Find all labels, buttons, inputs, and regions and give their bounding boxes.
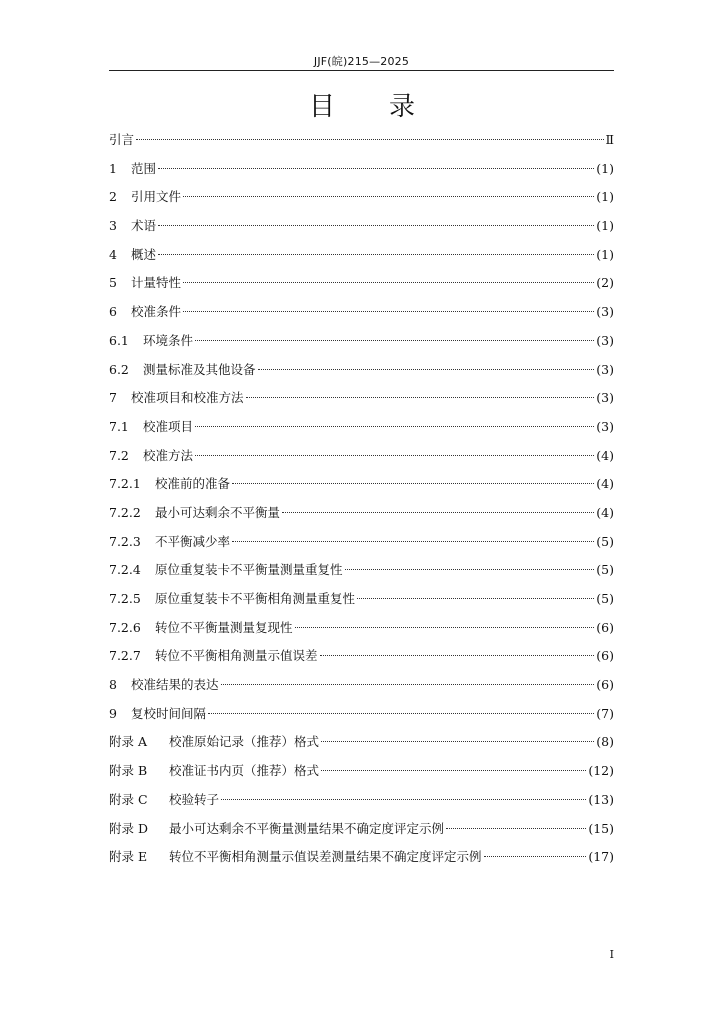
toc-entry-7-2-6[interactable]: [109, 614, 614, 643]
toc-page-number: (1): [596, 189, 614, 205]
toc-number: 7.2.2: [109, 504, 141, 520]
toc-number: 7.2.6: [109, 619, 141, 635]
toc-leader-dots: [295, 627, 595, 628]
running-header: [109, 50, 614, 71]
toc-entry-7-2-5[interactable]: [109, 585, 614, 614]
toc-title: 校准方法: [143, 447, 194, 463]
toc-title: 校准证书内页（推荐）格式: [169, 763, 320, 779]
toc-label: [109, 786, 219, 814]
toc-title: 最小可达剩余不平衡量测量结果不确定度评定示例: [169, 820, 445, 836]
toc-leader-dots: [282, 512, 594, 513]
toc-number: 3: [109, 218, 117, 234]
toc-title: 校准原始记录（推荐）格式: [169, 734, 320, 750]
toc-number: 7.2: [109, 447, 129, 463]
toc-entry-appendix-a[interactable]: [109, 728, 614, 757]
toc-number: 附录 E: [109, 849, 148, 865]
toc-entry-7-2[interactable]: [109, 442, 614, 471]
toc-leader-dots: [208, 713, 594, 714]
toc-title: 校准条件: [131, 304, 182, 320]
toc-leader-dots: [136, 139, 603, 140]
toc-label: [109, 728, 319, 756]
toc-entry-7-2-4[interactable]: [109, 556, 614, 585]
toc-label: [109, 556, 343, 584]
toc-leader-dots: [195, 340, 594, 341]
toc-label: [109, 757, 319, 785]
toc-entry-6-2[interactable]: [109, 356, 614, 385]
toc-leader-dots: [232, 483, 594, 484]
toc-entry-foreword[interactable]: [109, 126, 614, 155]
toc-page-number: (5): [596, 591, 614, 606]
toc-number: 7.2.3: [109, 533, 141, 549]
toc-number: 7.2.4: [109, 562, 141, 578]
toc-leader-dots: [183, 282, 594, 283]
toc-page-number: (7): [596, 705, 614, 721]
toc-number: 1: [109, 160, 117, 176]
title-char-left: 目: [308, 92, 335, 122]
toc-leader-dots: [446, 828, 586, 829]
toc-leader-dots: [345, 569, 595, 570]
toc-number: 5: [109, 275, 117, 291]
toc-leader-dots: [232, 541, 594, 542]
toc-page-number: (4): [596, 504, 614, 520]
toc-entry-7-1[interactable]: [109, 413, 614, 442]
toc-leader-dots: [246, 397, 595, 398]
toc-page-number: (17): [588, 849, 614, 865]
toc-label: [109, 269, 181, 297]
toc-number: 6.1: [109, 332, 129, 348]
toc-title: 原位重复装卡不平衡相角测量重复性: [155, 591, 356, 606]
toc-page-number: (4): [596, 447, 614, 463]
toc-entry-7-2-3[interactable]: [109, 528, 614, 557]
toc-label: [109, 442, 193, 470]
toc-label: [109, 384, 244, 412]
toc-page-number: (2): [596, 275, 614, 291]
toc-title: 复校时间间隔: [131, 705, 207, 721]
toc-number: 附录 A: [109, 734, 148, 750]
toc-number: 6: [109, 304, 117, 320]
toc-label: [109, 356, 256, 384]
toc-entry-7-2-7[interactable]: [109, 642, 614, 671]
toc-entry-7-2-1[interactable]: [109, 470, 614, 499]
toc-entry-9[interactable]: [109, 700, 614, 729]
toc-label: [109, 642, 318, 670]
toc-entry-5[interactable]: [109, 269, 614, 298]
toc-entry-2[interactable]: [109, 183, 614, 212]
toc-leader-dots: [221, 799, 586, 800]
toc-entry-3[interactable]: [109, 212, 614, 241]
toc-page-number: (3): [596, 332, 614, 348]
toc-page-number: (6): [596, 648, 614, 664]
toc-entry-6-1[interactable]: [109, 327, 614, 356]
toc-title: 校准前的准备: [155, 476, 231, 492]
toc-page-number: (12): [588, 763, 614, 779]
title-char-right: 录: [389, 92, 416, 122]
toc-title: 概述: [131, 246, 157, 262]
toc-leader-dots: [221, 684, 595, 685]
toc-label: [109, 183, 181, 211]
toc-leader-dots: [258, 369, 595, 370]
toc-entry-7-2-2[interactable]: [109, 499, 614, 528]
toc-title: 校验转子: [169, 791, 220, 807]
toc-title: 原位重复装卡不平衡量测量重复性: [155, 562, 343, 578]
toc-page-number: (6): [596, 619, 614, 635]
toc-page-number: (6): [596, 677, 614, 693]
toc-page-number: (1): [596, 160, 614, 176]
toc-title: 引用文件: [131, 189, 182, 205]
toc-label: [109, 499, 280, 527]
toc-title: 术语: [131, 218, 157, 234]
toc-label: [109, 155, 156, 183]
toc-leader-dots: [321, 770, 586, 771]
toc-entry-1[interactable]: [109, 155, 614, 184]
toc-label: [109, 528, 230, 556]
toc-page-number: (3): [596, 418, 614, 434]
toc-number: 7.2.5: [109, 591, 141, 606]
toc-page-number: (5): [596, 562, 614, 578]
toc-title: 校准结果的表达: [131, 677, 219, 693]
toc-label: [109, 585, 355, 613]
toc-entry-appendix-b[interactable]: [109, 757, 614, 786]
toc-page-number: (8): [596, 734, 614, 750]
toc-title: 引言: [109, 132, 135, 147]
page-number-footer: I: [609, 948, 614, 961]
toc-label: [109, 212, 156, 240]
toc-number: 7.1: [109, 418, 129, 434]
toc-entry-appendix-d[interactable]: [109, 815, 614, 844]
toc-number: 7.2.1: [109, 476, 141, 492]
toc-leader-dots: [183, 196, 594, 197]
toc-title: 测量标准及其他设备: [143, 361, 256, 377]
toc-page-number: (1): [596, 246, 614, 262]
toc-number: 9: [109, 705, 117, 721]
toc-page-number: (15): [588, 820, 614, 836]
toc-number: 7: [109, 390, 117, 406]
toc-label: [109, 241, 156, 269]
toc-label: [109, 843, 482, 871]
toc-entry-4[interactable]: [109, 241, 614, 270]
toc-title: 范围: [131, 160, 157, 176]
toc-page-number: Ⅱ: [605, 132, 614, 147]
toc-entry-appendix-c[interactable]: [109, 786, 614, 815]
toc-label: [109, 614, 293, 642]
toc-leader-dots: [320, 655, 595, 656]
toc-label: [109, 298, 181, 326]
toc-leader-dots: [195, 426, 594, 427]
toc-label: [109, 671, 219, 699]
toc-entry-appendix-e[interactable]: [109, 843, 614, 872]
toc-leader-dots: [158, 225, 594, 226]
toc-title: 转位不平衡量测量复现性: [155, 619, 293, 635]
toc-label: [109, 815, 444, 843]
toc-page-number: (1): [596, 218, 614, 234]
toc-number: 6.2: [109, 361, 129, 377]
toc-title: 计量特性: [131, 275, 182, 291]
toc-leader-dots: [195, 455, 594, 456]
table-of-contents: [109, 126, 614, 872]
toc-number: 4: [109, 246, 117, 262]
toc-label: [109, 327, 193, 355]
page-title: [0, 90, 724, 124]
toc-page-number: (5): [596, 533, 614, 549]
toc-label: [109, 126, 134, 154]
toc-leader-dots: [158, 168, 594, 169]
toc-page-number: (13): [588, 791, 614, 807]
toc-number: 附录 C: [109, 791, 148, 807]
toc-page-number: (4): [596, 476, 614, 492]
toc-title: 转位不平衡相角测量示值误差测量结果不确定度评定示例: [169, 849, 482, 865]
toc-title: 不平衡减少率: [155, 533, 231, 549]
toc-page-number: (3): [596, 361, 614, 377]
toc-leader-dots: [357, 598, 594, 599]
toc-number: 2: [109, 189, 117, 205]
toc-number: 8: [109, 677, 117, 693]
toc-leader-dots: [321, 741, 594, 742]
toc-entry-7[interactable]: [109, 384, 614, 413]
toc-title: 校准项目和校准方法: [131, 390, 244, 406]
toc-title: 最小可达剩余不平衡量: [155, 504, 281, 520]
toc-title: 环境条件: [143, 332, 194, 348]
toc-entry-6[interactable]: [109, 298, 614, 327]
toc-leader-dots: [484, 856, 587, 857]
toc-page-number: (3): [596, 304, 614, 320]
toc-label: [109, 700, 206, 728]
toc-number: 7.2.7: [109, 648, 141, 664]
toc-leader-dots: [158, 254, 594, 255]
toc-label: [109, 470, 230, 498]
toc-page-number: (3): [596, 390, 614, 406]
toc-entry-8[interactable]: [109, 671, 614, 700]
toc-title: 校准项目: [143, 418, 194, 434]
toc-title: 转位不平衡相角测量示值误差: [155, 648, 318, 664]
toc-label: [109, 413, 193, 441]
toc-leader-dots: [183, 311, 594, 312]
toc-number: 附录 D: [109, 820, 148, 836]
toc-number: 附录 B: [109, 763, 148, 779]
document-code: JJF(皖)215—2025: [313, 55, 410, 68]
